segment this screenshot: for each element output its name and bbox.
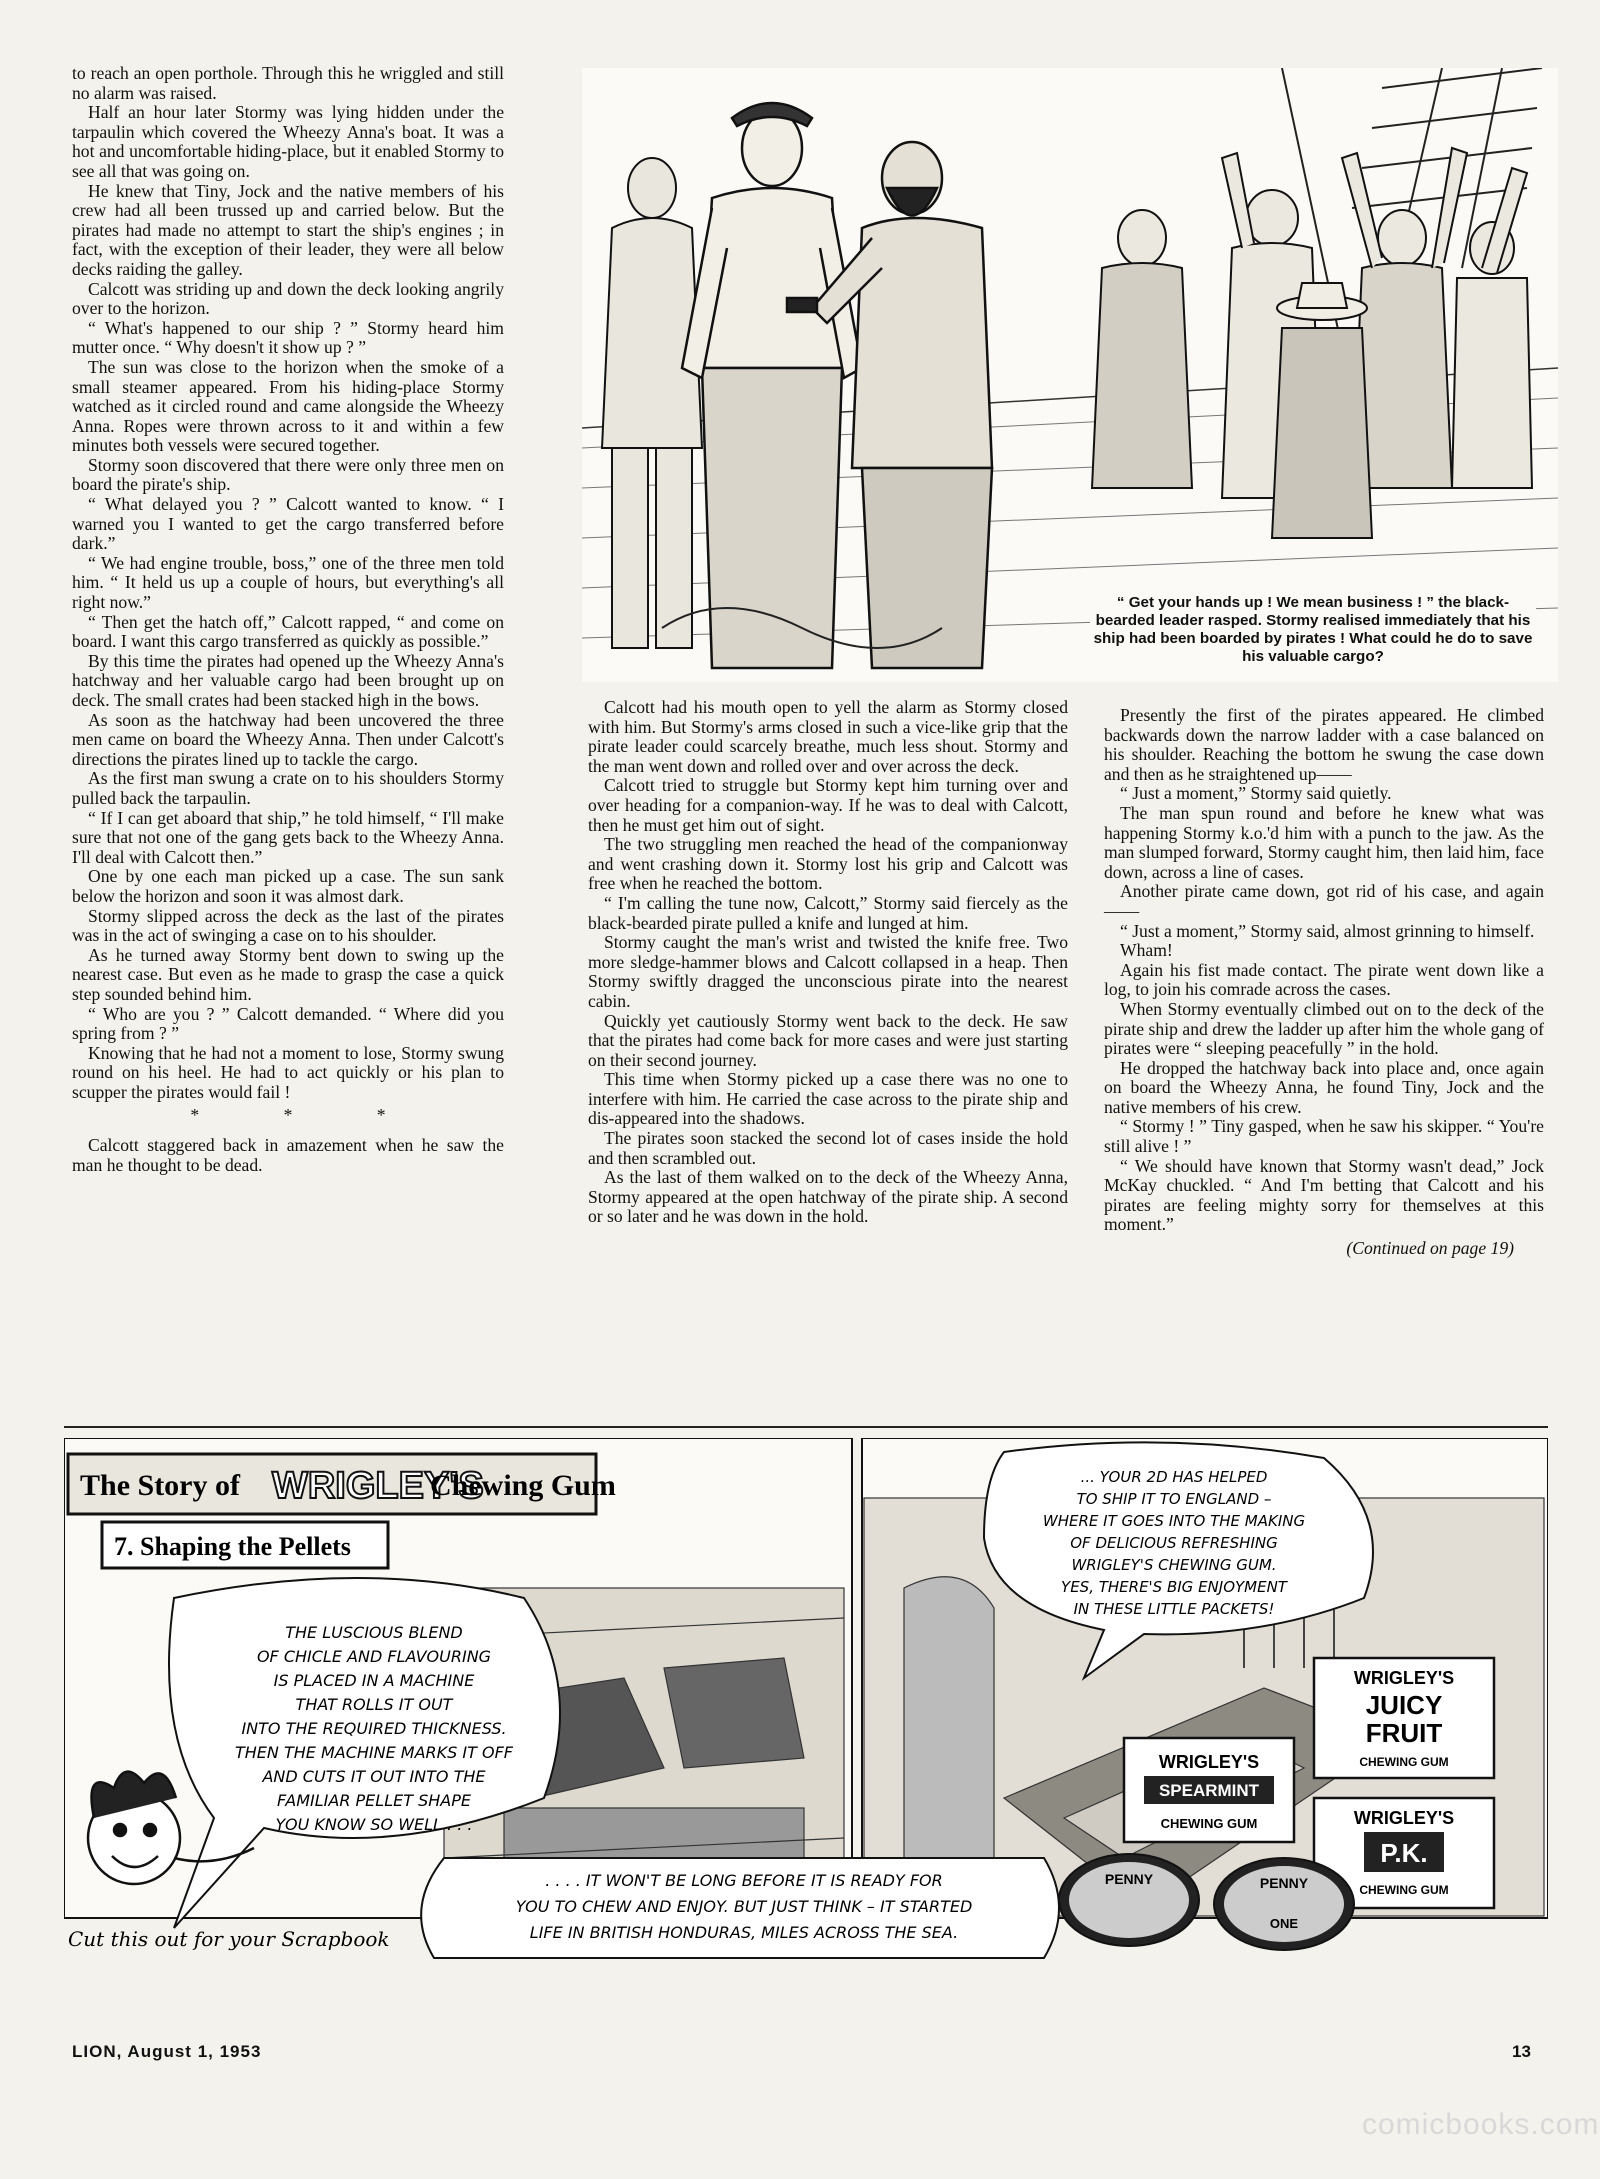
issue-line: LION, August 1, 1953 [72,2042,262,2061]
paragraph: This time when Stormy picked up a case there was no one to interfere with him. He carried the case across to the pirate ship and dis-appeared into the shadows. [588,1069,1068,1129]
page-number: 13 [1512,2042,1531,2061]
bubble1-line: THE LUSCIOUS BLEND [285,1623,463,1642]
pack-name: JUICY [1365,1690,1443,1720]
illustration-caption: “ Get your hands up ! We mean business ! ” the black-bearded leader rasped. Stormy realised immediately that his ship had been boarded by pirates ! What could he do to save his valuable cargo? [1090,590,1536,670]
paragraph: “ What's happened to our ship ? ” Stormy heard him mutter once. “ Why doesn't it show up ? ” [72,317,504,358]
ad-title-post: Chewing Gum [430,1469,616,1502]
section-break: * * * [190,1105,426,1126]
story-column-3 [1104,706,1544,1259]
bubble2-line: OF DELICIOUS REFRESHING [1070,1534,1278,1552]
paragraph: Stormy slipped across the deck as the last of the pirates was in the act of swinging a case on to his shoulder. [72,905,504,946]
bubble2-line: TO SHIP IT TO ENGLAND – [1076,1490,1272,1508]
paragraph: Stormy caught the man's wrist and twisted the knife free. Two more sledge-hammer blows and Calcott collapsed in a heap. Then Stormy swiftly dragged the unconscious pirate into the nearest cabin. [588,932,1068,1011]
paragraph: The man spun round and before he knew what was happening Stormy k.o.'d him with a punch to the jaw. As the man slumped forward, Stormy caught him, then laid him, face down, across a line of cases. [1104,802,1544,882]
paragraph: Calcott was striding up and down the deck looking angrily over to the horizon. [72,278,504,319]
paragraph: As he turned away Stormy bent down to swing up the nearest case. But even as he made to grasp the case a quick step sounded behind him. [72,944,504,1004]
pack-name: SPEARMINT [1158,1781,1260,1800]
wrigleys-logo: WRIGLEY'S [272,1465,484,1507]
ad-artwork [64,1438,1548,1978]
paragraph: “ Then get the hatch off,” Calcott rapped, “ and come on board. I want this cargo transferred as quickly as possible.” [72,611,504,652]
paragraph: He knew that Tiny, Jock and the native members of his crew had all been trussed up and carried below. But the pirates had made no attempt to start the ship's engines ; in fact, with the exception of their leader, they were all below decks raiding the galley. [72,180,504,279]
paragraph: “ Who are you ? ” Calcott demanded. “ Where did you spring from ? ” [72,1003,504,1044]
paragraph: One by one each man picked up a case. The sun sank below the horizon and soon it was almost dark. [72,866,504,906]
paragraph: Stormy soon discovered that there were only three men on board the pirate's ship. [72,454,504,495]
paragraph: Quickly yet cautiously Stormy went back to the deck. He saw that the pirates had come back for more cases and were just starting on their second journey. [588,1010,1068,1070]
story-column-2 [588,698,1068,1227]
paragraph: “ Stormy ! ” Tiny gasped, when he saw his skipper. “ You're still alive ! ” [1104,1116,1544,1157]
paragraph: As soon as the hatchway had been uncovered the three men came on board the Wheezy Anna. Then under Calcott's directions the pirates lined up to tackle the cargo. [72,709,504,769]
paragraph: The sun was close to the horizon when the smoke of a small steamer appeared. From his hiding-place Stormy watched as it circled round and came alongside the Wheezy Anna. Ropes were thrown across to it and within a few minutes both vessels were secured together. [72,356,504,456]
paragraph: to reach an open porthole. Through this he wriggled and still no alarm was raised. [72,63,504,103]
coin-label: PENNY [1104,1871,1154,1887]
bubble3-line: LIFE IN BRITISH HONDURAS, MILES ACROSS THE SEA. [529,1923,959,1942]
bubble1-line: FAMILIAR PELLET SHAPE [277,1791,471,1810]
watermark: comicbooks.com [1362,2108,1600,2141]
pack-sub: CHEWING GUM [1359,1755,1449,1769]
bubble1-line: YOU KNOW SO WELL . . . [275,1815,473,1834]
bubble1-line: IS PLACED IN A MACHINE [273,1671,475,1690]
bubble1-line: AND CUTS IT OUT INTO THE [262,1767,486,1786]
paragraph: He dropped the hatchway back into place and, once again on board the Wheezy Anna, he found Tiny, Jock and the native members of his crew. [1104,1057,1544,1117]
paragraph: Calcott staggered back in amazement when he saw the man he thought to be dead. [72,1135,504,1175]
paragraph: “ What delayed you ? ” Calcott wanted to know. “ I warned you I wanted to get the cargo transferred before dark.” [72,494,504,554]
pack-name: FRUIT [1365,1718,1443,1748]
bubble3-line: YOU TO CHEW AND ENJOY. BUT JUST THINK – IT STARTED [515,1897,973,1916]
bubble1-line: THEN THE MACHINE MARKS IT OFF [235,1743,513,1762]
pack-sub: CHEWING GUM [1359,1883,1449,1897]
paragraph: When Stormy eventually climbed out on to the deck of the pirate ship and drew the ladder up after him the whole gang of pirates were “ sleeping peacefully ” in the hold. [1104,998,1544,1059]
episode-title: 7. Shaping the Pellets [114,1532,351,1561]
paragraph: Presently the first of the pirates appeared. He climbed backwards down the narrow ladder with a case balanced on his shoulder. Reaching the bottom he swung the case down and then as he straightened up—— [1104,705,1544,784]
paragraph: Calcott had his mouth open to yell the alarm as Stormy closed with him. But Stormy's arms closed in such a vice-like grip that the pirate leader could scarcely breathe, much less shout. Stormy and the man went down and rolled over and over across the deck. [588,697,1068,776]
pack-sub: CHEWING GUM [1160,1816,1258,1831]
paragraph: “ We should have known that Stormy wasn't dead,” Jock McKay chuckled. “ And I'm betting that Calcott and his pirates are feeling mighty sorry for themselves at this moment.” [1104,1155,1544,1235]
paragraph: By this time the pirates had opened up the Wheezy Anna's hatchway and her valuable cargo had been brought up on deck. The small crates had been stacked high in the bows. [72,650,504,710]
bubble1-line: OF CHICLE AND FLAVOURING [256,1647,492,1666]
paragraph: Another pirate came down, got rid of his case, and again—— [1104,881,1544,921]
divider [64,1426,1548,1428]
pack-name: P.K. [1380,1838,1428,1868]
pack-brand: WRIGLEY'S [1353,1808,1455,1828]
pack-brand: WRIGLEY'S [1353,1668,1455,1688]
paragraph: As the last of them walked on to the deck of the Wheezy Anna, Stormy appeared at the open hatchway of the pirate ship. A second or so later and he was down in the hold. [588,1167,1068,1227]
paragraph: “ We had engine trouble, boss,” one of the three men told him. “ It held us up a couple of hours, but everything's all right now.” [72,552,504,613]
paragraph: As the first man swung a crate on to his shoulders Stormy pulled back the tarpaulin. [72,768,504,808]
bubble3-line: . . . . IT WON'T BE LONG BEFORE IT IS READY FOR [545,1871,943,1890]
juicy-fruit-pack [1314,1658,1494,1778]
bubble2-line: YES, THERE'S BIG ENJOYMENT [1061,1578,1287,1596]
bubble2-line: WRIGLEY'S CHEWING GUM. [1071,1556,1277,1574]
story-column-1 [72,64,504,1175]
wrigleys-ad [64,1438,1548,1978]
coin-label: ONE [1269,1916,1299,1931]
paragraph: “ Just a moment,” Stormy said, almost grinning to himself. [1120,920,1535,941]
paragraph: “ If I can get aboard that ship,” he told himself, “ I'll make sure that not one of the gang gets back to the Wheezy Anna. I'll deal with Calcott then.” [72,807,504,867]
pack-brand: WRIGLEY'S [1158,1752,1260,1772]
bubble2-line: ... YOUR 2D HAS HELPED [1080,1468,1268,1486]
paragraph: Wham! [1120,940,1173,961]
coin-label: PENNY [1259,1875,1309,1891]
ad-title-pre: The Story of [80,1469,240,1502]
paragraph: Again his fist made contact. The pirate went down like a log, to join his comrade across the cases. [1104,959,1544,1000]
spearmint-pack [1124,1738,1294,1842]
paragraph: “ Just a moment,” Stormy said quietly. [1120,783,1392,804]
paragraph: Knowing that he had not a moment to lose, Stormy swung round on his heel. He had to act quickly or his plan to scupper the pirates would fail ! [72,1042,504,1102]
bubble1-line: INTO THE REQUIRED THICKNESS. [241,1719,507,1738]
scrapbook-note: Cut this out for your Scrapbook [68,1927,390,1951]
bubble2-line: WHERE IT GOES INTO THE MAKING [1042,1512,1306,1530]
paragraph: The two struggling men reached the head of the companionway and went crashing down it. Stormy lost his grip and Calcott was free when he reached the bottom. [588,834,1068,894]
paragraph: The pirates soon stacked the second lot of cases inside the hold and then scrambled out. [588,1128,1068,1168]
paragraph: “ I'm calling the tune now, Calcott,” Stormy said fiercely as the black-bearded pirate pulled a knife and lunged at him. [588,892,1068,933]
paragraph: Half an hour later Stormy was lying hidden under the tarpaulin which covered the Wheezy Anna's boat. It was a hot and uncomfortable hiding-place, but it enabled Stormy to see all that was going on. [72,102,504,181]
bubble1-line: THAT ROLLS IT OUT [295,1695,453,1714]
bubble2-line: IN THESE LITTLE PACKETS! [1073,1600,1275,1618]
continued-note: (Continued on page 19) [1346,1238,1514,1259]
paragraph: Calcott tried to struggle but Stormy kept him turning over and over heading for a companion-way. If he was to deal with Calcott, then he must get him out of sight. [588,775,1068,835]
